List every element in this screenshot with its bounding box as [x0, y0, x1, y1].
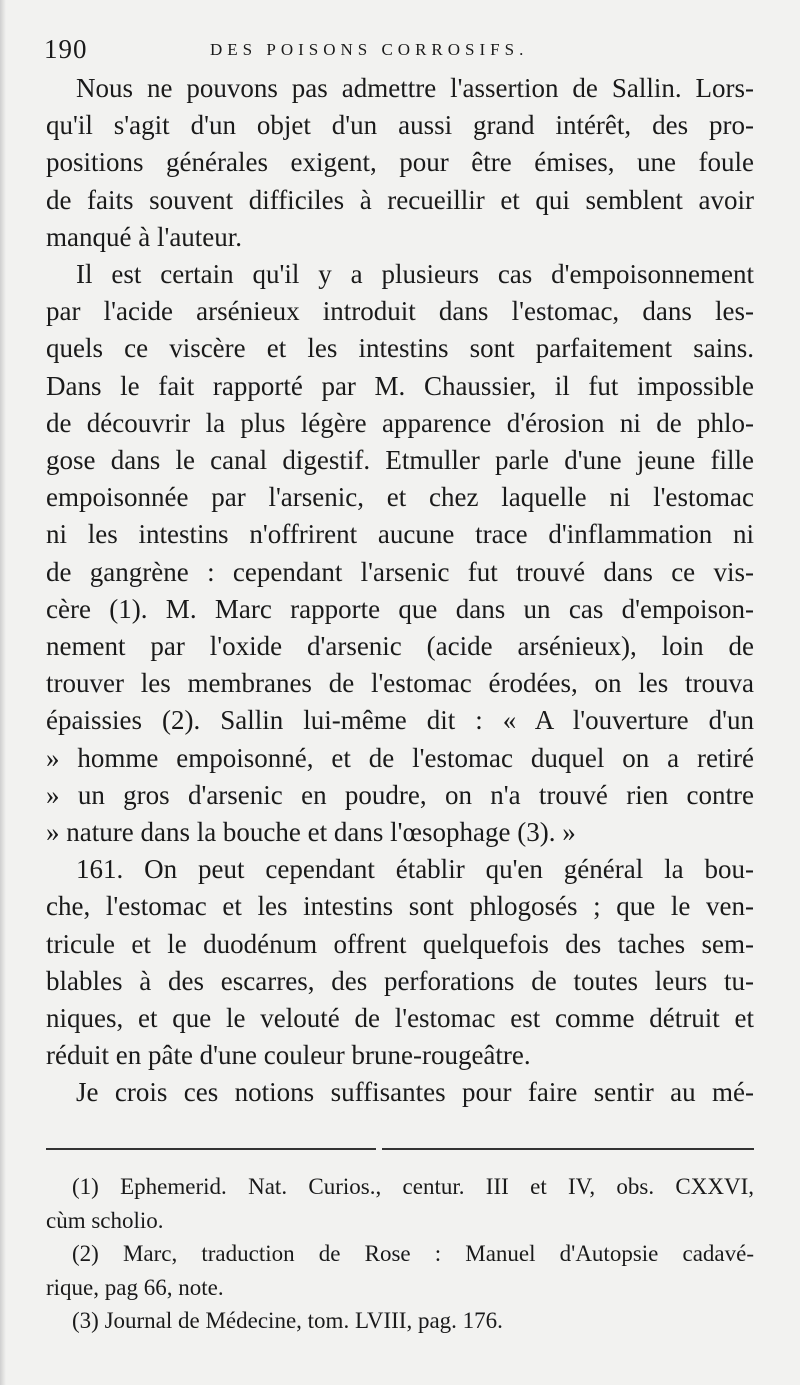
text-line: blables à des escarres, des perforations de toutes leurs tu-	[46, 965, 754, 996]
text-line: niques, et que le velouté de l'estomac est comme détruit et	[46, 1003, 754, 1034]
text-line: gose dans le canal digestif. Etmuller parle d'une jeune fille	[46, 445, 754, 476]
text-line: cère (1). M. Marc rapporte que dans un cas d'empoison-	[46, 593, 754, 624]
text-line: trouver les membranes de l'estomac érodées, on les trouva	[46, 668, 754, 699]
body-text	[46, 70, 754, 1112]
text-line: par l'acide arsénieux introduit dans l'estomac, dans les-	[46, 296, 754, 327]
text-line: de gangrène : cependant l'arsenic fut trouvé dans ce vis-	[46, 556, 754, 587]
text-line: positions générales exigent, pour être émises, une foule	[46, 147, 754, 178]
text-line: ni les intestins n'offrirent aucune trace d'inflammation ni	[46, 519, 754, 550]
text-line: de faits souvent difficiles à recueillir et qui semblent avoir	[46, 184, 754, 215]
text-line: nement par l'oxide d'arsenic (acide arsénieux), loin de	[46, 631, 754, 662]
running-head: DES POISONS CORROSIFS.	[210, 40, 529, 59]
page-gutter-shadow	[0, 0, 6, 1385]
footnote-rule	[46, 1148, 376, 1150]
footnote-rule	[382, 1148, 754, 1150]
text-line: che, l'estomac et les intestins sont phlogosés ; que le ven-	[46, 891, 754, 922]
footnotes	[46, 1170, 754, 1338]
text-line: empoisonnée par l'arsenic, et chez laquelle ni l'estomac	[46, 482, 754, 513]
footnote-line: cùm scholio.	[46, 1207, 164, 1233]
footnote-line: (2) Marc, traduction de Rose : Manuel d'Autopsie cadavé-	[72, 1241, 754, 1266]
text-line: Nous ne pouvons pas admettre l'assertion de Sallin. Lors-	[76, 73, 754, 103]
text-line: » un gros d'arsenic en poudre, on n'a trouvé rien contre	[46, 779, 754, 810]
text-line: quels ce viscère et les intestins sont parfaitement sains.	[46, 333, 754, 364]
text-line: » nature dans la bouche et dans l'œsophage (3). »	[46, 817, 576, 848]
text-line: Dans le fait rapporté par M. Chaussier, il fut impossible	[46, 370, 754, 401]
text-line: épaissies (2). Sallin lui-même dit : « A l'ouverture d'un	[46, 705, 754, 736]
footnote-line: (3) Journal de Médecine, tom. LVIII, pag. 176.	[72, 1308, 503, 1333]
text-line: qu'il s'agit d'un objet d'un aussi grand intérêt, des pro-	[46, 110, 754, 141]
text-line: manqué à l'auteur.	[46, 221, 243, 252]
text-line: 161. On peut cependant établir qu'en général la bou-	[76, 854, 754, 885]
text-line: Je crois ces notions suffisantes pour faire sentir au mé-	[76, 1077, 754, 1108]
text-line: Il est certain qu'il y a plusieurs cas d'empoisonnement	[76, 259, 754, 290]
footnote-line: rique, pag 66, note.	[46, 1274, 224, 1300]
page-header	[44, 30, 754, 70]
text-line: tricule et le duodénum offrent quelquefois des taches sem-	[46, 928, 754, 959]
text-line: réduit en pâte d'une couleur brune-rougeâtre.	[46, 1040, 531, 1071]
text-line: » homme empoisonné, et de l'estomac duquel on a retiré	[46, 742, 754, 773]
footnote-line: (1) Ephemerid. Nat. Curios., centur. III et IV, obs. CXXVI,	[72, 1174, 754, 1199]
page-number: 190	[44, 34, 88, 64]
text-line: de découvrir la plus légère apparence d'érosion ni de phlo-	[46, 407, 754, 438]
